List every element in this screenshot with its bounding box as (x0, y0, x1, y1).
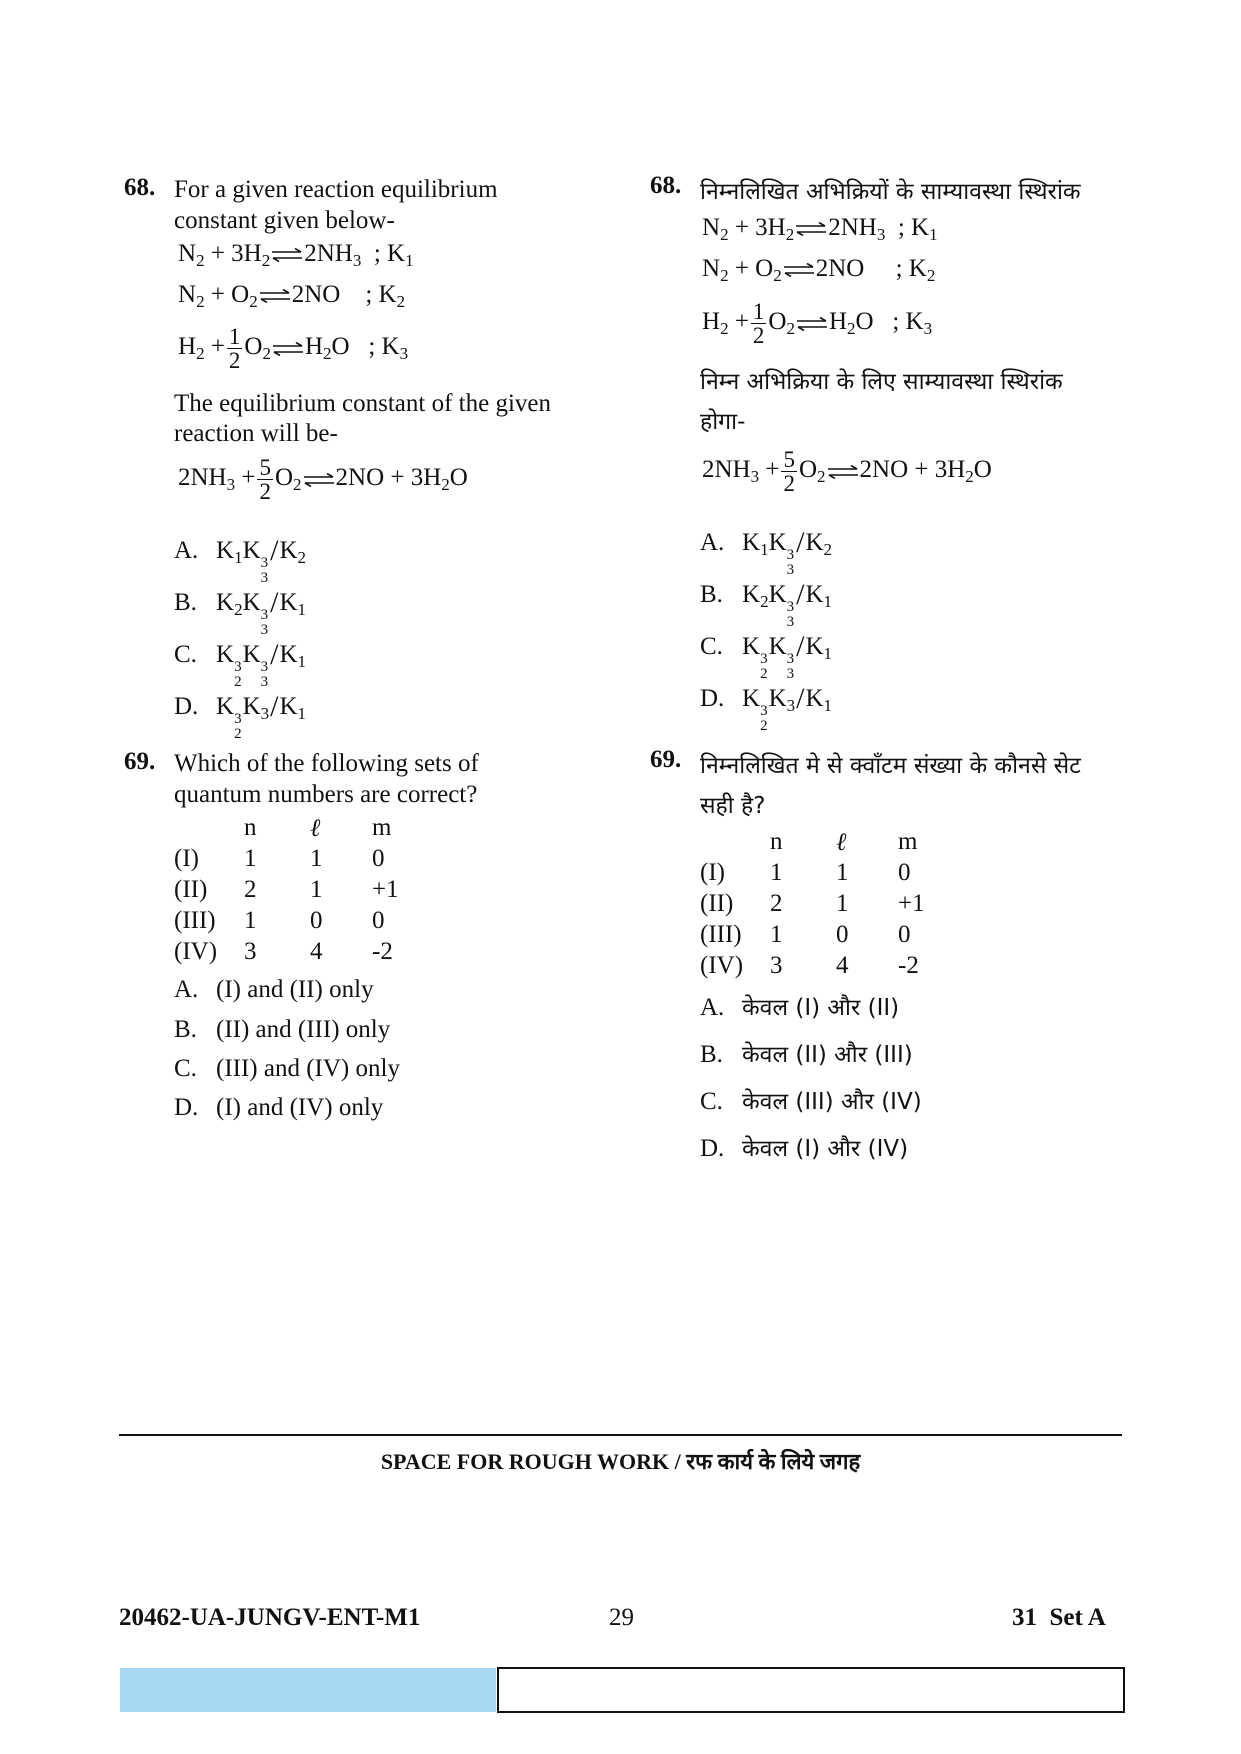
column-n: n (244, 813, 257, 841)
cell-l: 0 (836, 920, 849, 948)
option-label: A. (700, 994, 725, 1021)
row-label: (II) (174, 875, 208, 903)
option-b[interactable]: B. $K_2K$ 3 3 $/K_1$ (174, 586, 307, 638)
option-a[interactable] (700, 990, 899, 1022)
option-b[interactable] (174, 1016, 390, 1044)
option-b[interactable] (700, 1037, 913, 1069)
row-label: (III) (174, 906, 216, 934)
option-label: A. (174, 976, 199, 1003)
paper-code: 20462-UA-JUNGV-ENT-M1 (119, 1604, 421, 1631)
table-header (700, 826, 925, 857)
table-row (700, 857, 925, 888)
option-text: (II) and (III) only (216, 1016, 391, 1043)
product: 2NO (291, 281, 341, 308)
table-row (174, 843, 399, 874)
cell-n: 1 (770, 858, 783, 886)
cell-m: -2 (898, 951, 919, 979)
option-label: D. (174, 1094, 199, 1121)
table-row (700, 919, 925, 950)
reaction-2: $N_2 + O_2$ 2NO ; $K_2$ (702, 255, 936, 285)
option-c[interactable]: C. K 3 2 K 3 3 $/K_1$ (174, 638, 307, 690)
option-label: C. (174, 1055, 197, 1082)
column-n: n (770, 827, 783, 855)
option-c[interactable] (700, 1084, 922, 1116)
cell-n: 1 (770, 920, 783, 948)
option-label: B. (700, 1041, 723, 1068)
option-text: केवल (II) और (III) (742, 1042, 913, 1068)
set-label: Set A (1049, 1604, 1106, 1631)
cell-m: 0 (372, 844, 385, 872)
row-label: (IV) (174, 937, 218, 965)
cell-l: 4 (836, 951, 849, 979)
row-label: (I) (174, 844, 199, 872)
question-number: 69. (650, 746, 682, 773)
target-reaction: $2NH_3$ + $\frac{5}{2}$ $O_2$ $2NO + 3H_2O$ (702, 447, 992, 496)
row-label: (III) (700, 920, 742, 948)
cell-n: 1 (244, 844, 257, 872)
question-stem: constant given below- (174, 207, 395, 234)
quantum-number-table (174, 812, 399, 967)
option-label: C. (700, 633, 723, 660)
option-text: केवल (III) और (IV) (742, 1089, 922, 1115)
question-stem: For a given reaction equilibrium (174, 176, 498, 203)
question-ask: reaction will be- (174, 420, 338, 447)
cell-l: 4 (310, 937, 323, 965)
reaction-1: $N_2 + 3H_2$ $2NH_3$ ; $K_1$ (702, 214, 938, 244)
option-c[interactable]: C. K 3 2 K 3 3 $/K_1$ (700, 630, 833, 682)
option-label: B. (174, 589, 197, 616)
column-m: m (898, 827, 918, 855)
column-l: ℓ (836, 826, 847, 856)
cell-n: 2 (244, 875, 257, 903)
option-b[interactable]: B. $K_2K$ 3 3 $/K_1$ (700, 578, 833, 630)
cell-l: 0 (310, 906, 323, 934)
option-label: A. (174, 537, 199, 564)
cell-m: +1 (372, 875, 399, 903)
question-stem: निम्नलिखित अभिक्रियों के साम्यावस्था स्थिरांक (700, 179, 1081, 205)
option-text: केवल (I) और (IV) (742, 1136, 909, 1162)
option-label: C. (700, 1088, 723, 1115)
target-reaction: $2NH_3$ + $\frac{5}{2}$ $O_2$ $2NO + 3H_2O$ (178, 455, 468, 504)
option-text: (III) and (IV) only (216, 1055, 400, 1082)
cell-m: +1 (898, 889, 925, 917)
option-d[interactable]: D. K 3 2 $K_3/K_1$ (174, 690, 307, 742)
question-stem: quantum numbers are correct? (174, 781, 478, 808)
column-m: m (372, 813, 392, 841)
rough-work-label: SPACE FOR ROUGH WORK / रफ कार्य के लिये जगह (380, 1449, 861, 1474)
option-text: (I) and (IV) only (216, 1094, 384, 1121)
cell-n: 1 (244, 906, 257, 934)
question-number: 68. (650, 172, 682, 199)
cell-l: 1 (310, 844, 323, 872)
option-text: केवल (I) और (II) (742, 995, 900, 1021)
option-d[interactable] (174, 1094, 383, 1122)
table-row (174, 936, 399, 967)
table-row (174, 874, 399, 905)
question-number: 69. (124, 748, 156, 775)
set-number: 31 (1012, 1604, 1037, 1631)
cell-l: 1 (310, 875, 323, 903)
cell-m: 0 (372, 906, 385, 934)
reaction-2: $N_2 + O_2$ 2NO ; $K_2$ (178, 281, 406, 311)
question-number: 68. (124, 174, 156, 201)
option-label: D. (700, 1135, 725, 1162)
option-d[interactable]: D. K 3 2 $K_3/K_1$ (700, 682, 833, 734)
cell-l: 1 (836, 889, 849, 917)
cell-m: 0 (898, 920, 911, 948)
question-stem: निम्नलिखित मे से क्वाँटम संख्या के कौनसे सेट (700, 753, 1081, 779)
option-a[interactable]: A. $K_1K$ 3 3 $/K_2$ (700, 526, 833, 578)
option-label: A. (700, 529, 725, 556)
cell-n: 3 (770, 951, 783, 979)
table-row (174, 905, 399, 936)
table-header (174, 812, 399, 843)
option-a[interactable]: A. $K_1K$ 3 3 $/K_2$ (174, 534, 307, 586)
option-c[interactable] (174, 1055, 400, 1083)
column-l: ℓ (310, 812, 321, 842)
quantum-number-table (700, 826, 925, 981)
question-ask: The equilibrium constant of the given (174, 390, 551, 417)
cell-n: 2 (770, 889, 783, 917)
reaction-1: $N_2 + 3H_2$ $2NH_3$ ; $K_1$ (178, 240, 414, 270)
reaction-3: $H_2$ + $\frac{1}{2}$ $O_2$ $H_2O$ ; $K_3$ (178, 324, 409, 373)
option-label: C. (174, 641, 197, 668)
option-a[interactable] (174, 976, 374, 1004)
option-label: B. (174, 1016, 197, 1043)
table-row (700, 888, 925, 919)
footer-color-bar (120, 1668, 496, 1712)
page-number: 29 (609, 1604, 634, 1631)
question-ask: निम्न अभिक्रिया के लिए साम्यावस्था स्थिरांक (700, 369, 1063, 395)
row-label: (I) (700, 858, 725, 886)
question-stem: सही है? (700, 793, 766, 819)
rough-work-divider (119, 1434, 1122, 1436)
question-ask: होगा- (700, 409, 746, 435)
table-row (700, 950, 925, 981)
cell-m: -2 (372, 937, 393, 965)
option-d[interactable] (700, 1131, 908, 1163)
row-label: (IV) (700, 951, 744, 979)
footer-blank-box (497, 1667, 1125, 1713)
set-info (1012, 1604, 1106, 1632)
cell-l: 1 (836, 858, 849, 886)
option-label: B. (700, 581, 723, 608)
cell-m: 0 (898, 858, 911, 886)
option-label: D. (174, 693, 199, 720)
cell-n: 3 (244, 937, 257, 965)
option-label: D. (700, 685, 725, 712)
question-stem: Which of the following sets of (174, 750, 479, 777)
reaction-3: $H_2$ + $\frac{1}{2}$ $O_2$ $H_2O$ ; $K_3$ (702, 299, 933, 348)
row-label: (II) (700, 889, 734, 917)
option-text: (I) and (II) only (216, 976, 374, 1003)
